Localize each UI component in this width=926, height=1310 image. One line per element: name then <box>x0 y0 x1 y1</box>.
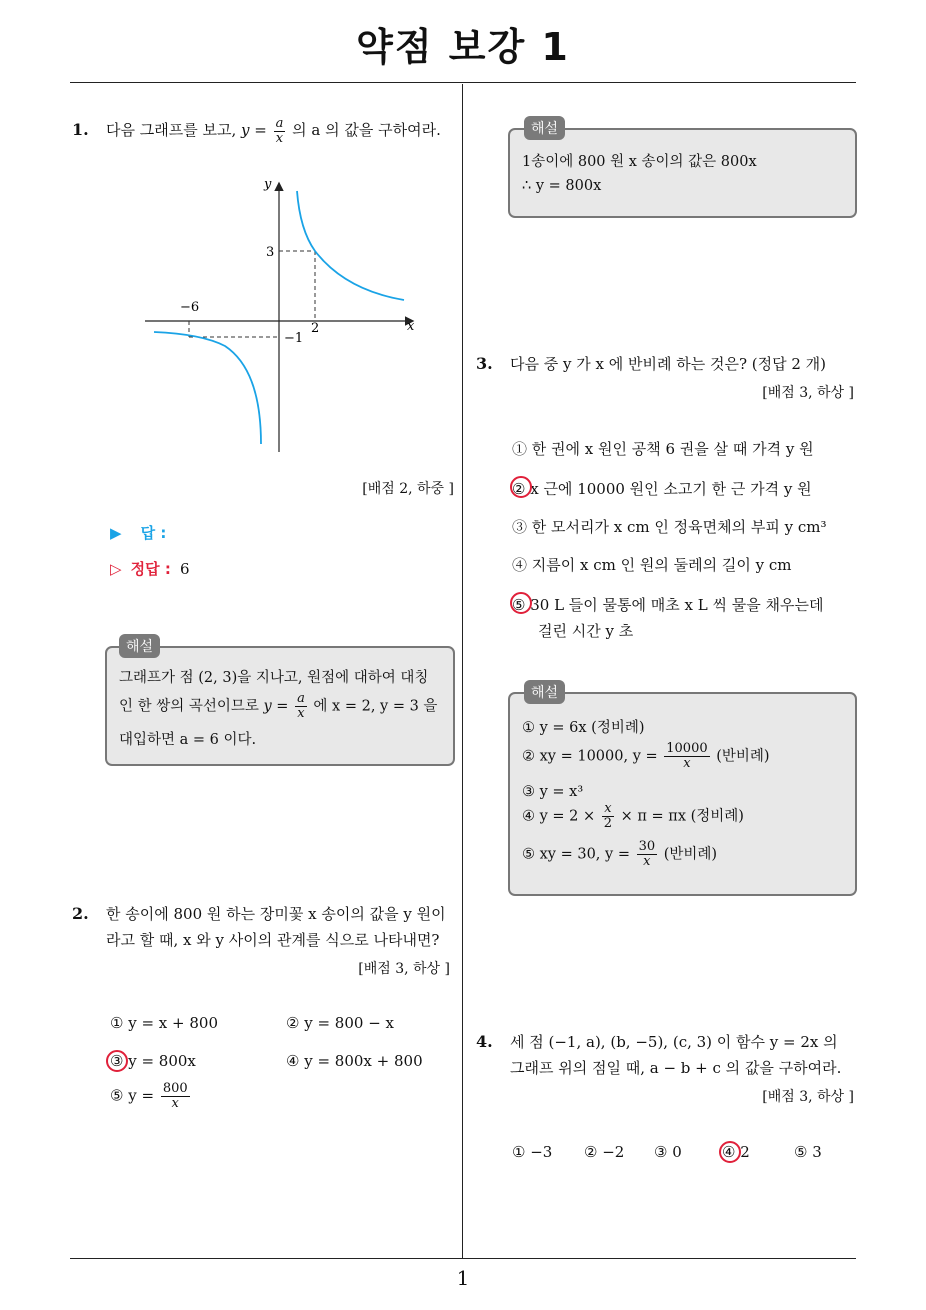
q1-sol-line3: 대입하면 a = 6 이다. <box>119 732 257 748</box>
q3-sol-1: ① y = 6x (정비례) <box>522 720 645 736</box>
q4-number: 4. <box>476 1032 493 1051</box>
q3-option-5[interactable]: ⑤ 30 L 들이 물통에 매초 x L 씩 물을 채우는데 <box>512 596 824 614</box>
q1-graph <box>140 170 430 460</box>
q3-sol-5: ⑤ xy = 30, y = $\frac{30}{x}$ (반비례) <box>522 839 718 869</box>
q4-option-5[interactable]: ⑤ 3 <box>794 1143 822 1161</box>
q1-answer-row <box>110 522 166 543</box>
q3-number: 3. <box>476 354 493 373</box>
q3-option-3[interactable]: ③ 한 모서리가 x cm 인 정육면체의 부피 y cm³ <box>512 518 827 536</box>
q2-number: 2. <box>72 904 89 923</box>
q3-option-4[interactable]: ④ 지름이 x cm 인 원의 둘레의 길이 y cm <box>512 556 792 574</box>
answer-circle-mark <box>106 1050 128 1072</box>
answer-circle-mark <box>510 476 532 498</box>
x-axis-label: x <box>407 319 415 334</box>
answer-circle-mark <box>510 592 532 614</box>
answer-label: 답 : <box>140 524 167 542</box>
q3-sol-3: ③ y = x³ <box>522 784 584 800</box>
q1-score: [배점 2, 하중 ] <box>362 481 454 497</box>
q2-option-2[interactable]: ② y = 800 − x <box>286 1014 394 1032</box>
q2-line2: 라고 할 때, x 와 y 사이의 관계를 식으로 나타내면? <box>106 931 440 949</box>
answer-marker-icon: ▶ <box>110 524 122 542</box>
tick-label-3: 3 <box>266 245 275 260</box>
q2-option-3[interactable]: ③ y = 800x <box>110 1052 196 1070</box>
y-axis-label: y <box>264 177 272 192</box>
footer-rule <box>70 1258 856 1259</box>
q2-option-5[interactable]: ⑤ y = $\frac{800}{x}$ <box>110 1081 188 1111</box>
correct-value: 6 <box>179 560 190 578</box>
curve-quadrant-1 <box>297 191 404 300</box>
q1-sol-line2: 인 한 쌍의 곡선이므로 y = $\frac{a}{x}$ 에 x = 2, y = 3 을 <box>119 691 438 721</box>
q3-score: [배점 3, 하상 ] <box>762 385 854 401</box>
q1-correct-row <box>110 558 189 579</box>
q4-line2: 그래프 위의 점일 때, a − b + c 의 값을 구하여라. <box>510 1059 842 1077</box>
curve-quadrant-3 <box>154 332 261 444</box>
column-divider <box>462 84 463 1259</box>
q3-option-2[interactable]: ② x 근에 10000 원인 소고기 한 근 가격 y 원 <box>512 480 812 498</box>
correct-label: 정답 : <box>130 560 171 578</box>
header-rule <box>70 82 856 83</box>
q2-sol-line1: 1송이에 800 원 x 송이의 값은 800x <box>522 154 757 170</box>
q4-option-3[interactable]: ③ 0 <box>654 1143 682 1161</box>
q4-line1: 세 점 (−1, a), (b, −5), (c, 3) 이 함수 y = 2x 의 <box>510 1033 838 1051</box>
q3-solution-box <box>508 685 857 896</box>
q4-score: [배점 3, 하상 ] <box>762 1089 854 1105</box>
q1-sol-line1: 그래프가 점 (2, 3)을 지나고, 원점에 대하여 대칭 <box>119 670 429 686</box>
q1-prompt: 다음 그래프를 보고, y = $\frac{a}{x}$ 의 a 의 값을 구하여라. <box>106 115 441 146</box>
q2-option-4[interactable]: ④ y = 800x + 800 <box>286 1052 423 1070</box>
tick-label-2: 2 <box>311 321 320 336</box>
page-title: 약점 보강 1 <box>356 25 570 69</box>
q2-line1: 한 송이에 800 원 하는 장미꽃 x 송이의 값을 y 원이 <box>106 905 446 923</box>
q2-sol-line2: ∴ y = 800x <box>522 178 602 194</box>
solution-tag: 해설 <box>524 680 565 704</box>
q1-number: 1. <box>72 120 89 139</box>
q2-solution-box <box>508 121 857 218</box>
tick-label-minus-1: −1 <box>284 331 304 346</box>
q3-line1: 다음 중 y 가 x 에 반비례 하는 것은? (정답 2 개) <box>510 355 827 373</box>
q1-fraction: $\frac{a}{x}$ <box>275 115 284 146</box>
q2-score: [배점 3, 하상 ] <box>358 961 450 977</box>
tick-label-minus-6: −6 <box>180 300 200 315</box>
solution-tag: 해설 <box>119 634 160 658</box>
page-number: 1 <box>456 1266 470 1290</box>
q2-option-1[interactable]: ① y = x + 800 <box>110 1014 218 1032</box>
answer-circle-mark <box>719 1141 741 1163</box>
q4-option-1[interactable]: ① −3 <box>512 1143 553 1161</box>
q4-option-4[interactable]: ④ 2 <box>722 1143 750 1161</box>
q4-option-2[interactable]: ② −2 <box>584 1143 625 1161</box>
correct-marker-icon: ▷ <box>110 560 122 578</box>
solution-tag: 해설 <box>524 116 565 140</box>
q3-sol-4: ④ y = 2 × $\frac{x}{2}$ × π = πx (정비례) <box>522 801 744 831</box>
q3-option-1[interactable]: ① 한 권에 x 원인 공책 6 권을 살 때 가격 y 원 <box>512 440 814 458</box>
q3-option-5-cont: 걸린 시간 y 초 <box>538 622 634 640</box>
q3-sol-2: ② xy = 10000, y = $\frac{10000}{x}$ (반비례) <box>522 741 770 771</box>
q1-solution-box <box>105 639 455 766</box>
